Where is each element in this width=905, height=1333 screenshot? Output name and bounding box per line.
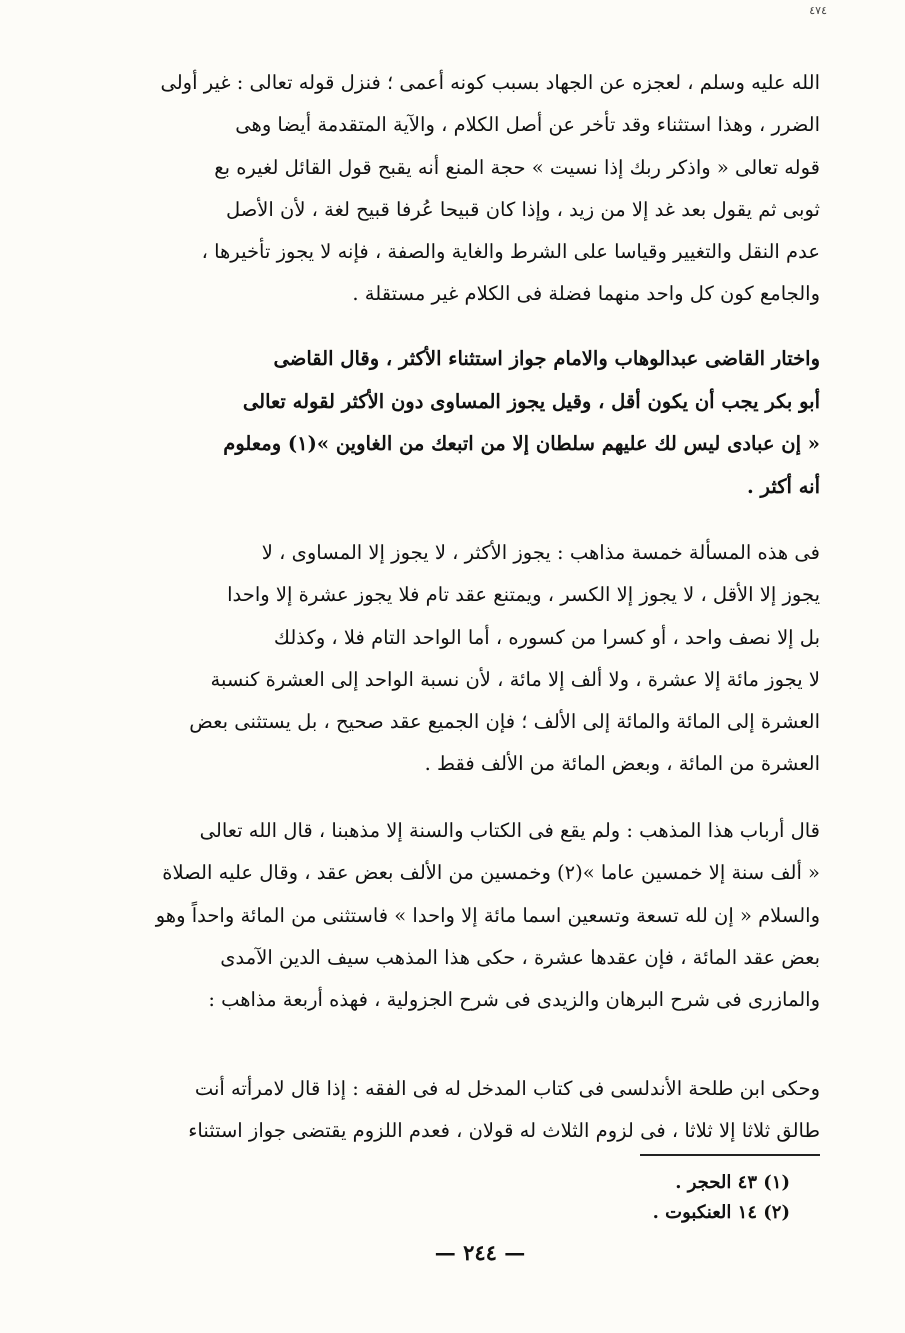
footnote-divider [640,1154,820,1156]
paragraph-4 [150,810,820,1021]
text-line: أنه أكثر . [746,474,820,498]
text-line: والمازرى فى شرح البرهان والزيدى فى شرح الجزولية ، فهذه أربعة مذاهب : [208,988,820,1012]
text-line: والسلام « إن لله تسعة وتسعين اسما مائة إلا واحدا » فاستثنى من المائة واحداً وهو [155,903,820,927]
text-line: واختار القاضى عبدالوهاب والامام جواز استثناء الأكثر ، وقال القاضى [273,347,820,370]
page-number: — ٢٤٤ — [434,1240,526,1265]
footnotes [560,1168,790,1228]
text-line: « إن عبادى ليس لك عليهم سلطان إلا من اتبعك من الغاوين »(١) ومعلوم [223,432,820,455]
paragraph-1 [150,62,820,316]
text-line: طالق ثلاثا إلا ثلاثا ، فى لزوم الثلاث له قولان ، فعدم اللزوم يقتضى جواز استثناء [188,1119,820,1142]
text-line: الضرر ، وهذا استثناء وقد تأخر عن أصل الكلام ، والآية المتقدمة أيضا وهى [235,113,820,137]
text-line: لا يجوز مائة إلا عشرة ، ولا ألف إلا مائة ، لأن نسبة الواحد إلى العشرة كنسبة [210,667,820,691]
text-line: بعض عقد المائة ، فإن عقدها عشرة ، حكى هذا المذهب سيف الدين الآمدى [220,945,820,969]
text-line: أبو بكر يجب أن يكون أقل ، وقيل يجوز المساوى دون الأكثر لقوله تعالى [242,389,820,413]
text-line: قال أرباب هذا المذهب : ولم يقع فى الكتاب والسنة إلا مذهبنا ، قال الله تعالى [199,819,820,842]
text-line: ثوبى ثم يقول بعد غد إلا من زيد ، وإذا كان قبيحا عُرفا قبيح لغة ، لأن الأصل [225,197,820,221]
paragraph-3 [150,532,820,786]
corner-mark: ٤٧٤ [809,4,827,17]
paragraph-2-matn [150,338,820,508]
text-line: عدم النقل والتغيير وقياسا على الشرط والغاية والصفة ، فإنه لا يجوز تأخيرها ، [201,240,820,264]
text-line: العشرة إلى المائة والمائة إلى الألف ؛ فإن الجميع عقد صحيح ، بل يستثنى بعض [189,710,820,734]
text-line: وحكى ابن طلحة الأندلسى فى كتاب المدخل له فى الفقه : إذا قال لامرأته أنت [194,1077,820,1100]
text-line: بل إلا نصف واحد ، أو كسرا من كسوره ، أما الواحد التام فلا ، وكذلك [273,625,820,649]
text-line: فى هذه المسألة خمسة مذاهب : يجوز الأكثر ، لا يجوز إلا المساوى ، لا [261,541,820,564]
footnote-2: (٢) ١٤ العنكبوت . [652,1202,790,1223]
text-line: قوله تعالى « واذكر ربك إذا نسيت » حجة المنع أنه يقبح قول القائل لغيره بع [214,155,820,179]
text-line: الله عليه وسلم ، لعجزه عن الجهاد بسبب كونه أعمى ؛ فنزل قوله تعالى : غير أولى [160,71,820,94]
text-line: والجامع كون كل واحد منهما فضلة فى الكلام غير مستقلة . [352,282,820,306]
text-line: « ألف سنة إلا خمسين عاما »(٢) وخمسين من الألف بعض عقد ، وقال عليه الصلاة [162,861,820,885]
text-line: العشرة من المائة ، وبعض المائة من الألف فقط . [424,752,820,776]
text-line: يجوز إلا الأقل ، لا يجوز إلا الكسر ، ويمتنع عقد تام فلا يجوز عشرة إلا واحدا [227,583,820,607]
paragraph-5 [150,1068,820,1152]
footnote-1: (١) ٤٣ الحجر . [675,1172,790,1193]
